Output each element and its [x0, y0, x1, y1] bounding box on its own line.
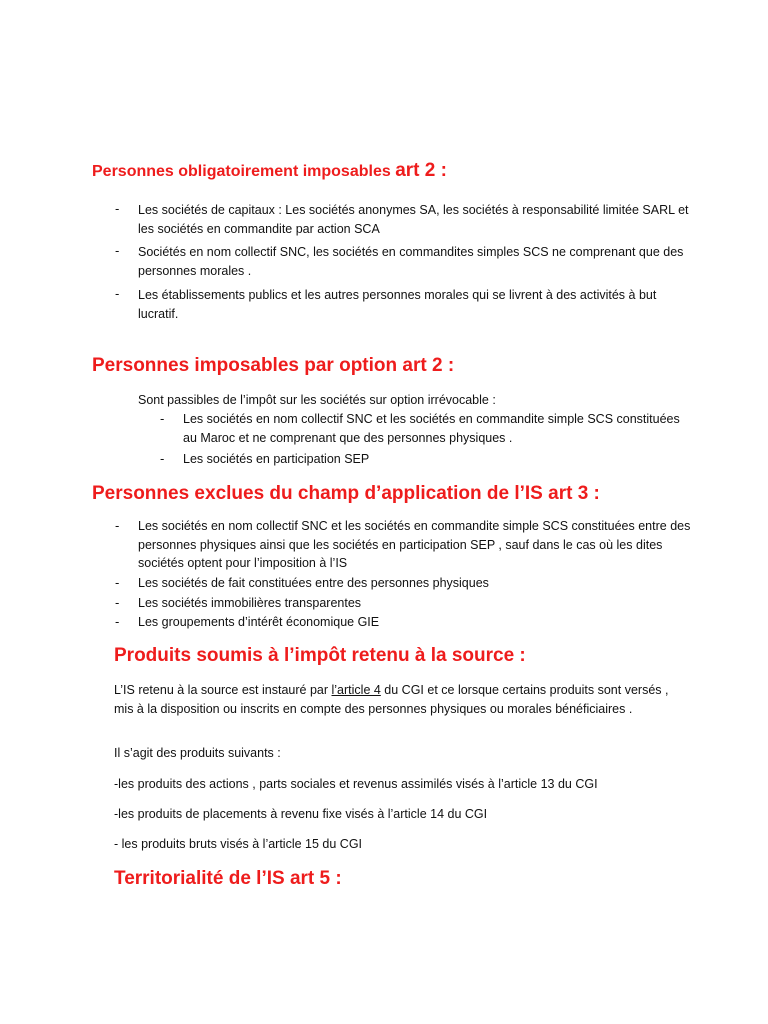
heading-imposables-par-option: Personnes imposables par option art 2 :	[92, 355, 455, 376]
bullet-dash: -	[115, 518, 120, 533]
list-item: Les sociétés en participation SEP	[183, 452, 370, 466]
list-item: Les sociétés immobilières transparentes	[138, 596, 362, 610]
heading-territorialite: Territorialité de l’IS art 5 :	[114, 868, 342, 889]
section-intro: Il s’agit des produits suivants :	[114, 746, 281, 760]
list-item: Les sociétés de capitaux : Les sociétés anonymes SA, les sociétés à responsabilité limitée SARL et les sociétés en commandite par action SCA	[138, 203, 689, 236]
list-item: Les sociétés en nom collectif SNC et les sociétés en commandite simple SCS constituées entre des personnes physiques ainsi que les sociétés en participation SEP , sauf dans le cas où les dites sociétés optent pour l’imposition à l’IS	[138, 519, 691, 570]
article-4-link[interactable]: l’article 4	[331, 683, 381, 697]
list-item: -les produits des actions , parts sociales et revenus assimilés visés à l’article 13 du CGI	[114, 777, 598, 791]
bullet-dash: -	[115, 201, 120, 216]
bullet-dash: -	[160, 411, 165, 426]
heading-personnes-exclues: Personnes exclues du champ d’application de l’IS art 3 :	[92, 483, 600, 504]
list-item: Les sociétés en nom collectif SNC et les sociétés en commandite simple SCS constituées au Maroc et ne comprenant que des personnes physiques .	[183, 412, 680, 445]
bullet-dash: -	[115, 286, 120, 301]
list-item: Les groupements d’intérêt économique GIE	[138, 615, 380, 629]
bullet-dash: -	[160, 451, 165, 466]
bullet-dash: -	[115, 595, 120, 610]
bullet-dash: -	[115, 243, 120, 258]
list-item: Sociétés en nom collectif SNC, les sociétés en commandites simples SCS ne comprenant que des personnes morales .	[138, 245, 684, 278]
heading-obligatoirement-imposables	[92, 160, 447, 182]
list-item: -les produits de placements à revenu fixe visés à l’article 14 du CGI	[114, 807, 488, 821]
bullet-dash: -	[115, 614, 120, 629]
paragraph-text: du CGI et ce lorsque certains produits sont versés , mis à la disposition ou inscrits en compte des personnes physiques ou morales bénéficiaires .	[114, 683, 669, 716]
list-item: Les sociétés de fait constituées entre des personnes physiques	[138, 576, 489, 590]
paragraph-text: L’IS retenu à la source est instauré par	[114, 683, 332, 697]
bullet-dash: -	[115, 575, 120, 590]
list-item: - les produits bruts visés à l’article 15 du CGI	[114, 837, 363, 851]
heading-produits-retenu-source: Produits soumis à l’impôt retenu à la source :	[114, 645, 526, 666]
heading-text: Personnes obligatoirement imposables	[92, 163, 396, 180]
list-item: Les établissements publics et les autres personnes morales qui se livrent à des activités à but lucratif.	[138, 288, 657, 321]
section-intro: Sont passibles de l’impôt sur les sociétés sur option irrévocable :	[138, 393, 496, 407]
heading-article: art 2 :	[395, 160, 447, 181]
section-paragraph	[114, 681, 674, 718]
